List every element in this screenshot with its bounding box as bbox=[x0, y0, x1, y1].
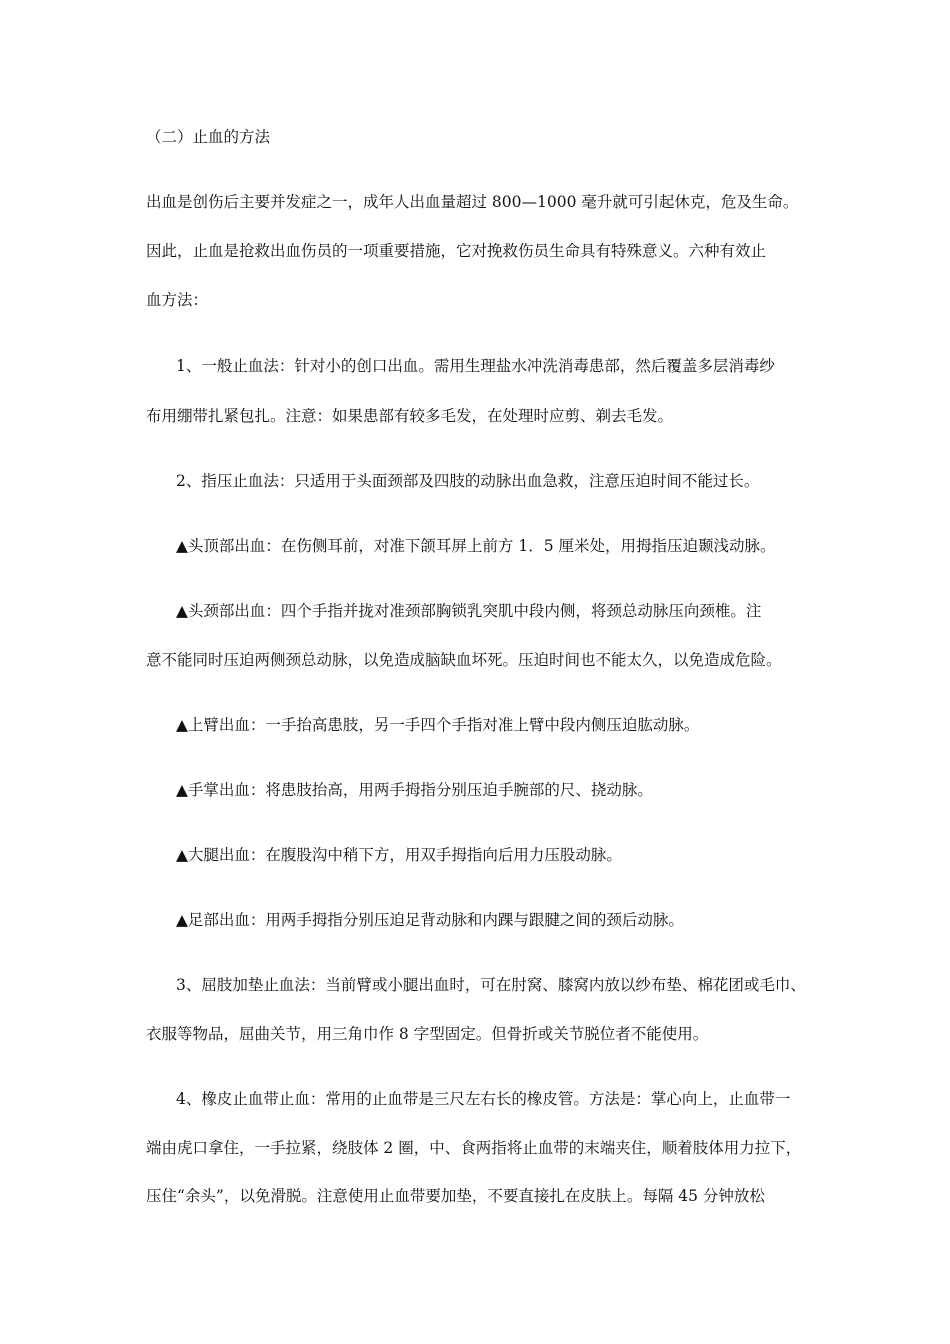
bullet-foot: ▲足部出血：用两手拇指分别压迫足背动脉和内踝与跟腱之间的颈后动脉。 bbox=[176, 911, 684, 929]
method-3-line-2: 衣服等物品，屈曲关节，用三角巾作 8 字型固定。但骨折或关节脱位者不能使用。 bbox=[146, 1025, 709, 1043]
bullet-upper-arm: ▲上臂出血：一手抬高患肢，另一手四个手指对准上臂中段内侧压迫肱动脉。 bbox=[176, 716, 700, 734]
intro-line-2: 因此，止血是抢救出血伤员的一项重要措施，它对挽救伤员生命具有特殊意义。六种有效止 bbox=[146, 242, 767, 260]
method-4-line-3: 压住“余头”，以免滑脱。注意使用止血带要加垫，不要直接扎在皮肤上。每隔 45 分钟放松 bbox=[146, 1187, 765, 1205]
method-4-line-1: 4、橡皮止血带止血：常用的止血带是三尺左右长的橡皮管。方法是：掌心向上，止血带一 bbox=[176, 1090, 791, 1108]
method-3-line-1: 3、屈肢加垫止血法：当前臂或小腿出血时，可在肘窝、膝窝内放以纱布垫、棉花团或毛巾、 bbox=[176, 976, 806, 994]
bullet-head-neck-line-1: ▲头颈部出血：四个手指并拢对准颈部胸锁乳突肌中段内侧，将颈总动脉压向颈椎。注 bbox=[176, 602, 762, 620]
method-1-line-1: 1、一般止血法：针对小的创口出血。需用生理盐水冲洗消毒患部，然后覆盖多层消毒纱 bbox=[176, 357, 775, 375]
intro-line-1: 出血是创伤后主要并发症之一，成年人出血量超过 800—1000 毫升就可引起休克，危及生命。 bbox=[146, 193, 799, 211]
bullet-palm: ▲手掌出血：将患肢抬高，用两手拇指分别压迫手腕部的尺、挠动脉。 bbox=[176, 781, 653, 799]
method-4-line-2: 端由虎口拿住，一手拉紧，绕肢体 2 圈，中、食两指将止血带的末端夹住，顺着肢体用力拉下， bbox=[146, 1139, 802, 1157]
bullet-head-neck-line-2: 意不能同时压迫两侧颈总动脉，以免造成脑缺血坏死。压迫时间也不能太久，以免造成危险。 bbox=[146, 651, 782, 669]
section-heading: （二）止血的方法 bbox=[146, 128, 271, 146]
bullet-thigh: ▲大腿出血：在腹股沟中稍下方，用双手拇指向后用力压股动脉。 bbox=[176, 846, 622, 864]
intro-line-3: 血方法： bbox=[146, 291, 209, 309]
bullet-head-top: ▲头顶部出血：在伤侧耳前，对准下颌耳屏上前方 1．5 厘米处，用拇指压迫颞浅动脉。 bbox=[176, 537, 776, 555]
method-2: 2、指压止血法：只适用于头面颈部及四肢的动脉出血急救，注意压迫时间不能过长。 bbox=[176, 472, 760, 490]
method-1-line-2: 布用绷带扎紧包扎。注意：如果患部有较多毛发，在处理时应剪、剃去毛发。 bbox=[146, 407, 674, 425]
